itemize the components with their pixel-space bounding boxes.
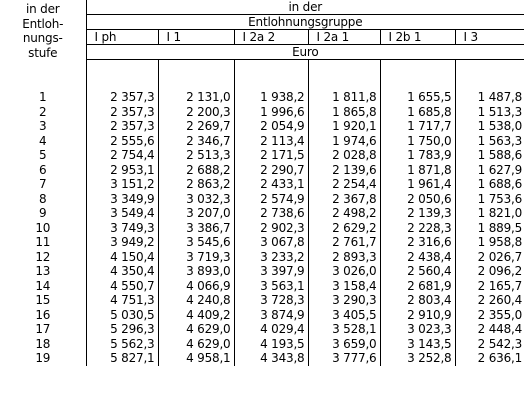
value-cell: 5 030,5: [86, 308, 158, 323]
value-cell: 2 542,3: [477, 336, 523, 351]
value-cell: 5 296,3: [86, 322, 158, 337]
value-cell: 2 754,4: [86, 148, 158, 163]
table-row: [0, 264, 524, 279]
table-row: [0, 337, 524, 352]
table-row: [0, 90, 524, 105]
value-cell: 4 350,4: [86, 264, 158, 279]
table-row: [0, 105, 524, 120]
level-cell: 7: [0, 177, 86, 192]
value-cell: 3 151,2: [86, 177, 158, 192]
value-cell: 1 688,6: [477, 177, 523, 192]
level-cell: 15: [0, 293, 86, 308]
value-cell: 2 096,2: [477, 264, 523, 279]
table-row: [0, 221, 524, 236]
value-cell: 4 958,1: [158, 351, 234, 366]
value-cell: 3 563,1: [234, 279, 308, 294]
value-cell: 1 783,9: [380, 148, 455, 163]
group-header-i-3: I 3: [463, 30, 478, 44]
table-row: [0, 308, 524, 323]
value-cell: 3 026,0: [308, 264, 380, 279]
value-cell: 1 487,8: [477, 90, 523, 105]
table-row: [0, 119, 524, 134]
table-row: [0, 206, 524, 221]
value-cell: 2 953,1: [86, 163, 158, 178]
level-header-line-4: stufe: [28, 45, 58, 60]
value-cell: 2 050,6: [380, 192, 455, 207]
value-cell: 2 139,6: [308, 163, 380, 178]
value-cell: 2 893,3: [308, 250, 380, 265]
level-cell: 11: [0, 235, 86, 250]
level-cell: 13: [0, 264, 86, 279]
value-cell: 2 367,8: [308, 192, 380, 207]
value-cell: 4 240,8: [158, 293, 234, 308]
value-cell: 3 728,3: [234, 293, 308, 308]
table-row: [0, 293, 524, 308]
value-cell: 3 659,0: [308, 337, 380, 352]
value-cell: 2 355,0: [477, 307, 523, 322]
value-cell: 2 228,3: [380, 221, 455, 236]
value-cell: 3 719,3: [158, 250, 234, 265]
value-cell: 2 433,1: [234, 177, 308, 192]
table-row: [0, 163, 524, 178]
value-cell: 3 290,3: [308, 293, 380, 308]
value-cell: 3 349,9: [86, 192, 158, 207]
value-cell: 2 139,3: [380, 206, 455, 221]
value-cell: 1 538,0: [477, 119, 523, 134]
table-row: [0, 250, 524, 265]
value-cell: 3 893,0: [158, 264, 234, 279]
value-cell: 2 681,9: [380, 279, 455, 294]
group-header-i-1: I 1: [158, 30, 234, 45]
level-cell: 1: [0, 90, 86, 105]
value-cell: 3 749,3: [86, 221, 158, 236]
value-cell: 2 761,7: [308, 235, 380, 250]
group-header-i-ph: I ph: [86, 30, 158, 45]
value-cell: 5 562,3: [86, 337, 158, 352]
value-cell: 4 343,8: [234, 351, 308, 366]
value-cell: 2 513,3: [158, 148, 234, 163]
value-cell: 2 357,3: [86, 105, 158, 120]
value-cell: 2 357,3: [86, 90, 158, 105]
value-cell: 1 811,8: [308, 90, 380, 105]
value-cell: 2 438,4: [380, 250, 455, 265]
level-cell: 8: [0, 192, 86, 207]
value-cell: 4 629,0: [158, 337, 234, 352]
level-cell: 2: [0, 105, 86, 120]
value-cell: 1 563,3: [477, 133, 523, 148]
value-cell: 2 028,8: [308, 148, 380, 163]
value-cell: 2 863,2: [158, 177, 234, 192]
level-header-line-3: nungs-: [22, 31, 63, 45]
value-cell: 1 717,7: [380, 119, 455, 134]
body-spacer-row: [0, 75, 524, 90]
level-cell: 9: [0, 206, 86, 221]
value-cell: 2 803,4: [380, 293, 455, 308]
value-cell: 1 974,6: [308, 134, 380, 149]
value-cell: 3 067,8: [234, 235, 308, 250]
value-cell: 1 821,0: [477, 206, 523, 221]
value-cell: 1 753,6: [477, 191, 523, 206]
value-cell: 4 629,0: [158, 322, 234, 337]
value-cell: 4 066,9: [158, 279, 234, 294]
value-cell: 5 827,1: [86, 351, 158, 366]
value-cell: 1 750,0: [380, 134, 455, 149]
value-cell: 2 113,4: [234, 134, 308, 149]
table-row: [0, 148, 524, 163]
value-cell: 2 260,4: [477, 293, 523, 308]
table-row: [0, 322, 524, 337]
value-cell: 3 252,8: [380, 351, 455, 366]
value-cell: 2 636,1: [477, 351, 523, 366]
value-cell: 3 405,5: [308, 308, 380, 323]
value-cell: 3 158,4: [308, 279, 380, 294]
level-cell: 10: [0, 221, 86, 236]
value-cell: 4 751,3: [86, 293, 158, 308]
value-cell: 3 143,5: [380, 337, 455, 352]
value-cell: 2 498,2: [308, 206, 380, 221]
value-cell: 3 386,7: [158, 221, 234, 236]
value-cell: 3 545,6: [158, 235, 234, 250]
value-cell: 4 029,4: [234, 322, 308, 337]
value-cell: 2 254,4: [308, 177, 380, 192]
value-cell: 2 357,3: [86, 119, 158, 134]
value-cell: 1 513,3: [477, 104, 523, 119]
value-cell: 1 938,2: [234, 90, 308, 105]
level-cell: 17: [0, 322, 86, 337]
value-cell: 2 269,7: [158, 119, 234, 134]
value-cell: 3 023,3: [380, 322, 455, 337]
table-row: [0, 351, 524, 366]
level-cell: 12: [0, 250, 86, 265]
value-cell: 3 207,0: [158, 206, 234, 221]
value-cell: 2 448,4: [477, 322, 523, 337]
value-cell: 2 910,9: [380, 308, 455, 323]
level-cell: 18: [0, 337, 86, 352]
value-cell: 2 165,7: [477, 278, 523, 293]
table-row: [0, 177, 524, 192]
value-cell: 2 316,6: [380, 235, 455, 250]
value-cell: 3 549,4: [86, 206, 158, 221]
level-cell: 19: [0, 351, 86, 366]
value-cell: 3 528,1: [308, 322, 380, 337]
value-cell: 2 200,3: [158, 105, 234, 120]
value-cell: 2 738,6: [234, 206, 308, 221]
value-cell: 2 290,7: [234, 163, 308, 178]
value-cell: 3 777,6: [308, 351, 380, 366]
value-cell: 1 889,5: [477, 220, 523, 235]
level-header-line-1: in der: [26, 2, 60, 16]
value-cell: 3 233,2: [234, 250, 308, 265]
value-cell: 4 150,4: [86, 250, 158, 265]
group-header-i-2a-1: I 2a 1: [308, 30, 380, 45]
level-cell: 6: [0, 163, 86, 178]
value-cell: 1 920,1: [308, 119, 380, 134]
value-cell: 1 685,8: [380, 105, 455, 120]
group-header-i-2b-1: I 2b 1: [380, 30, 455, 45]
value-cell: 4 550,7: [86, 279, 158, 294]
value-cell: 2 555,6: [86, 134, 158, 149]
value-cell: 1 627,9: [477, 162, 523, 177]
level-cell: 16: [0, 308, 86, 323]
table-row: [0, 235, 524, 250]
value-cell: 4 193,5: [234, 337, 308, 352]
value-cell: 1 865,8: [308, 105, 380, 120]
value-cell: 2 629,2: [308, 221, 380, 236]
table-row: [0, 192, 524, 207]
value-cell: 2 346,7: [158, 134, 234, 149]
value-cell: 2 054,9: [234, 119, 308, 134]
level-cell: 5: [0, 148, 86, 163]
level-column-header: [0, 0, 86, 75]
value-cell: 1 958,8: [477, 235, 523, 250]
level-cell: 14: [0, 279, 86, 294]
unit-header: Euro: [86, 45, 524, 60]
value-cell: 2 902,3: [234, 221, 308, 236]
value-cell: 2 574,9: [234, 192, 308, 207]
value-cell: 3 397,9: [234, 264, 308, 279]
level-header-line-2: Entloh-: [22, 16, 64, 31]
value-cell: 2 026,7: [477, 249, 523, 264]
group-header-i-2a-2: I 2a 2: [234, 30, 308, 45]
value-cell: 1 961,4: [380, 177, 455, 192]
level-cell: 4: [0, 134, 86, 149]
top-header: in der: [288, 0, 323, 14]
value-cell: 3 032,3: [158, 192, 234, 207]
value-cell: 1 871,8: [380, 163, 455, 178]
value-cell: 2 688,2: [158, 163, 234, 178]
level-cell: 3: [0, 119, 86, 134]
value-cell: 1 588,6: [477, 148, 523, 163]
value-cell: 2 131,0: [158, 90, 234, 105]
value-cell: 2 560,4: [380, 264, 455, 279]
value-cell: 1 655,5: [380, 90, 455, 105]
value-cell: 4 409,2: [158, 308, 234, 323]
table-row: [0, 134, 524, 149]
value-cell: 1 996,6: [234, 105, 308, 120]
value-cell: 3 949,2: [86, 235, 158, 250]
group-label-header: Entlohnungsgruppe: [86, 15, 524, 30]
value-cell: 3 874,9: [234, 308, 308, 323]
table-row: [0, 279, 524, 294]
value-cell: 2 171,5: [234, 148, 308, 163]
